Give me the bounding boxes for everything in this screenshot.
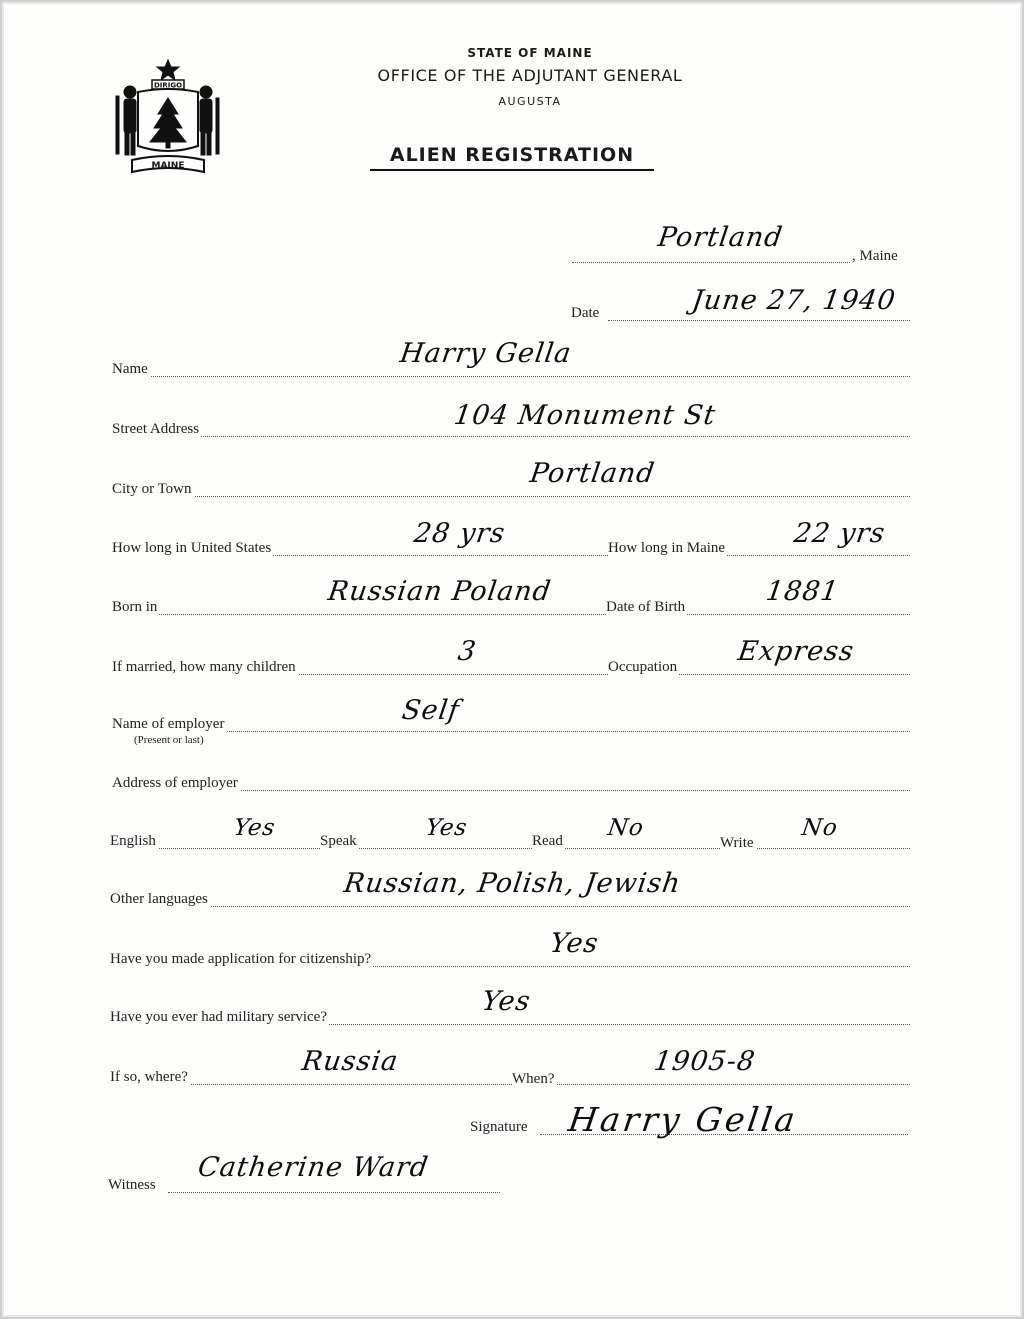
military-label: Have you ever had military service? [110, 1009, 327, 1025]
name-label: Name [112, 361, 148, 377]
name-value: Harry Gella [398, 338, 574, 369]
when-label: When? [512, 1071, 555, 1087]
birth-date-label: Date of Birth [606, 599, 686, 615]
employer-sublabel: (Present or last) [134, 734, 204, 746]
employer-label: Name of employer [112, 716, 225, 732]
maine-duration-value: 22 yrs [792, 518, 888, 549]
military-value: Yes [480, 986, 533, 1017]
read-value: No [606, 815, 646, 841]
city-value: Portland [528, 458, 657, 489]
speak-label: Speak [320, 833, 357, 849]
witness-value: Catherine Ward [196, 1152, 431, 1183]
witness-label: Witness [108, 1177, 156, 1193]
citizenship-label: Have you made application for citizenship? [110, 951, 372, 967]
maine-state-seal [112, 56, 224, 184]
write-value: No [800, 815, 840, 841]
where-value: Russia [300, 1046, 401, 1077]
city-line [112, 496, 910, 497]
children-value: 3 [456, 636, 479, 667]
occupation-value: Express [736, 636, 857, 667]
signature-value: Harry Gella [566, 1100, 801, 1139]
employer-address-label: Address of employer [112, 775, 238, 791]
children-label: If married, how many children [112, 659, 296, 675]
employer-line [112, 731, 910, 732]
place-suffix: , Maine [852, 248, 898, 264]
street-value: 104 Monument St [452, 400, 718, 431]
street-label: Street Address [112, 421, 200, 437]
languages-value: Russian, Polish, Jewish [342, 868, 683, 899]
when-value: 1905-8 [652, 1046, 758, 1077]
header-city: AUGUSTA [498, 95, 562, 108]
date-label: Date [571, 305, 600, 321]
english-value: Yes [232, 815, 278, 841]
place-value: Portland [656, 222, 785, 253]
read-label: Read [532, 833, 563, 849]
street-line [112, 436, 910, 437]
form-title: ALIEN REGISTRATION [370, 144, 654, 171]
seal-state-name: MAINE [151, 161, 185, 171]
date-value: June 27, 1940 [690, 285, 898, 316]
speak-value: Yes [424, 815, 470, 841]
name-line [112, 376, 910, 377]
languages-label: Other languages [110, 891, 208, 907]
where-label: If so, where? [110, 1069, 188, 1085]
seal-motto: DIRIGO [153, 81, 183, 90]
header-state: STATE OF MAINE [467, 46, 593, 60]
date-line [608, 320, 910, 321]
english-label: English [110, 833, 156, 849]
occupation-label: Occupation [608, 659, 678, 675]
born-label: Born in [112, 599, 158, 615]
us-duration-value: 28 yrs [412, 518, 508, 549]
city-label: City or Town [112, 481, 192, 497]
signature-label: Signature [470, 1119, 528, 1135]
citizenship-value: Yes [548, 928, 601, 959]
write-label: Write [720, 835, 754, 851]
born-line [112, 614, 910, 615]
languages-line [112, 906, 910, 907]
place-line [572, 262, 850, 263]
where-line [112, 1084, 910, 1085]
us-duration-label: How long in United States [112, 540, 272, 556]
english-line [112, 848, 910, 849]
born-value: Russian Poland [326, 576, 554, 607]
witness-line [168, 1192, 500, 1193]
birth-date-value: 1881 [764, 576, 842, 607]
employer-value: Self [400, 695, 462, 726]
header-office: OFFICE OF THE ADJUTANT GENERAL [377, 66, 683, 85]
maine-duration-label: How long in Maine [608, 540, 726, 556]
